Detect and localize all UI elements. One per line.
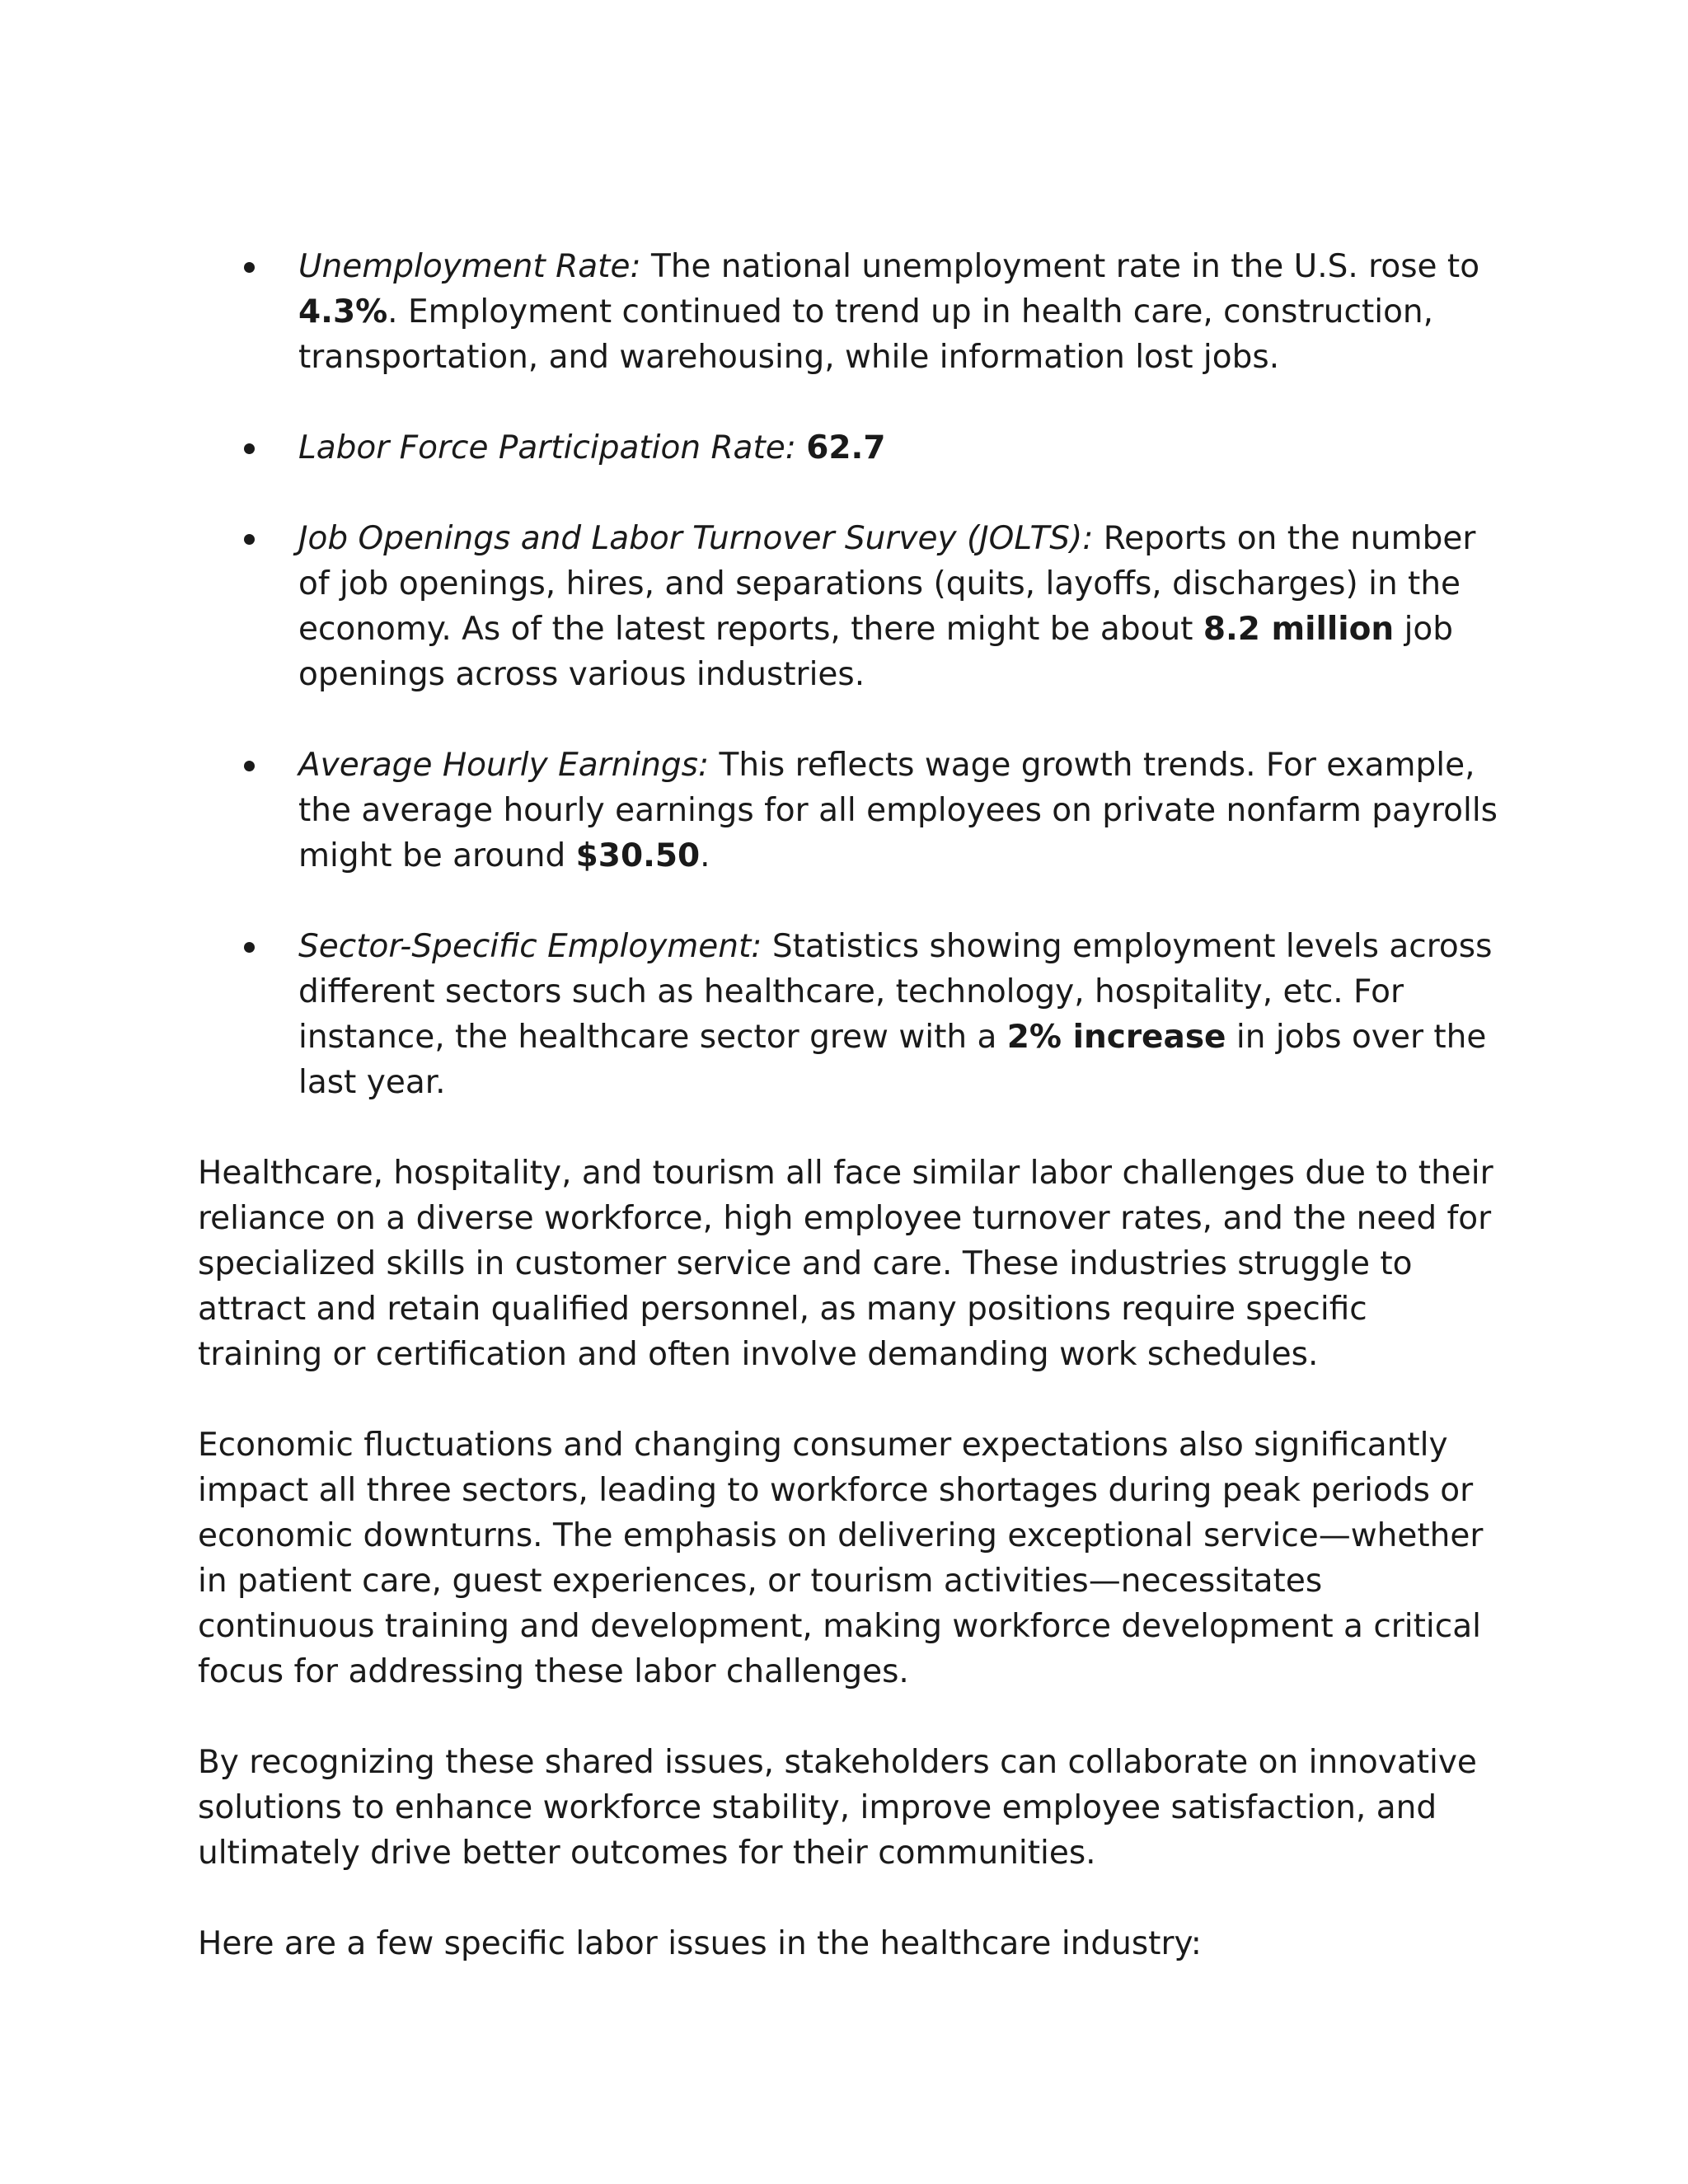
paragraph-shared-challenges: Healthcare, hospitality, and tourism all face similar labor challenges due to their reliance on a diverse workforce, high employee turnover rates, and the need for specialized skills in customer service and care. These industries struggle to attract and retain qualified personnel, as many positions require specific training or certification and often involve demanding work schedules. xyxy=(198,1155,1493,1373)
term-label: Sector-Specific Employment: xyxy=(298,928,762,965)
item-text: . Employment continued to trend up in health care, construction, transportation, and warehousing, while information lost jobs. xyxy=(298,293,1434,376)
highlight-value: 62.7 xyxy=(806,429,886,466)
highlight-value: 8.2 million xyxy=(1203,611,1395,648)
term-label: Unemployment Rate: xyxy=(298,248,641,285)
list-item-labor-force-participation xyxy=(198,425,1500,471)
bullet-icon xyxy=(244,761,255,771)
bullet-icon xyxy=(244,443,255,454)
item-text: This reflects wage growth trends. For example, the average hourly earnings for all employees on private nonfarm payrolls might be around xyxy=(298,747,1498,874)
highlight-value: $30.50 xyxy=(575,837,701,874)
term-label: Labor Force Participation Rate: xyxy=(298,429,796,466)
paragraph-stakeholders: By recognizing these shared issues, stakeholders can collaborate on innovative solutions to enhance workforce stability, improve employee satisfaction, and ultimately drive better outcomes for their communities. xyxy=(198,1744,1477,1872)
item-text: in jobs over the last year. xyxy=(298,1019,1487,1101)
bullet-icon xyxy=(244,942,255,953)
paragraph-healthcare-intro: Here are a few specific labor issues in the healthcare industry: xyxy=(198,1925,1202,1962)
list-item-average-hourly-earnings xyxy=(198,743,1500,879)
highlight-value: 4.3% xyxy=(298,293,388,330)
term-label: Job Openings and Labor Turnover Survey (JOLTS): xyxy=(298,520,1094,557)
item-text xyxy=(796,429,806,466)
item-text: job openings across various industries. xyxy=(298,611,1454,693)
bullet-icon xyxy=(244,262,255,273)
item-text: Statistics showing employment levels across different sectors such as healthcare, technology, hospitality, etc. For instance, the healthcare sector grew with a xyxy=(298,928,1493,1056)
highlight-value: 2% increase xyxy=(1006,1019,1226,1056)
bullet-icon xyxy=(244,534,255,545)
list-item-jolts xyxy=(198,516,1500,697)
list-item-sector-specific-employment xyxy=(198,924,1500,1105)
item-text: The national unemployment rate in the U.S. rose to xyxy=(640,248,1480,285)
paragraph-economic-fluctuations: Economic fluctuations and changing consumer expectations also significantly impact all three sectors, leading to workforce shortages during peak periods or economic downturns. The emphasis on delivering exceptional service—whether in patient care, guest experiences, or tourism activities—necessitates continuous training and development, making workforce development a critical focus for addressing these labor challenges. xyxy=(198,1427,1484,1690)
term-label: Average Hourly Earnings: xyxy=(298,747,710,784)
item-text: Reports on the number of job openings, hires, and separations (quits, layoffs, discharges) in the economy. As of the latest reports, there might be about xyxy=(298,520,1476,648)
document-page xyxy=(198,244,1500,2012)
statistics-list xyxy=(198,244,1500,1105)
list-item-unemployment-rate xyxy=(198,244,1500,380)
item-text: . xyxy=(700,837,710,874)
